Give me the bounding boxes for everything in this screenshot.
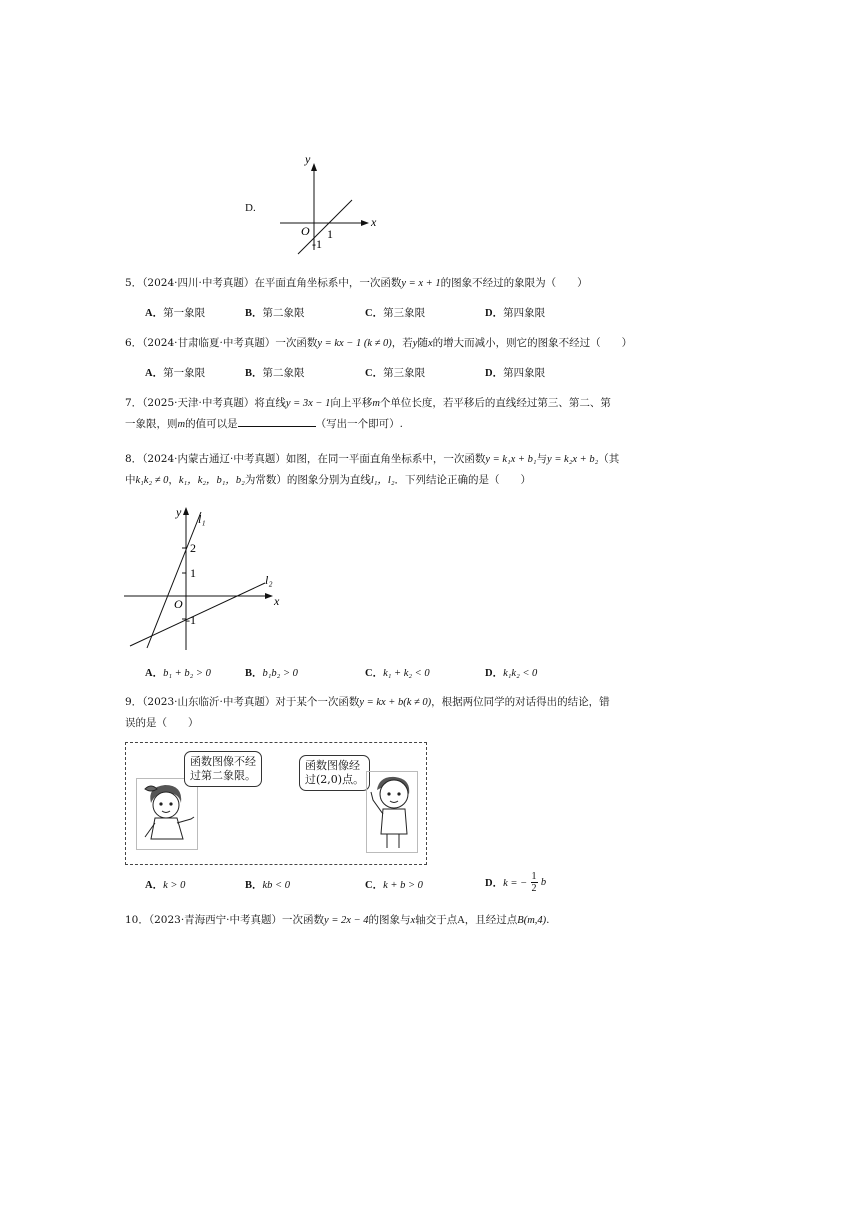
q5-text-a: 在平面直角坐标系中，一次函数 <box>254 277 402 289</box>
origin-label: O <box>174 597 183 611</box>
girl-speech-bubble <box>184 751 262 787</box>
q9-fraction-tail: b <box>540 877 547 888</box>
q5-text-b: 的图象不经过的象限为（ ） <box>440 277 588 289</box>
q6-text-d: 的增大而减小，则它的图象不经过（ ） <box>432 337 633 349</box>
q6-number: 6． <box>125 337 143 349</box>
q8-source: （2024·内蒙古通辽·中考真题） <box>142 453 286 465</box>
girl-figure <box>136 778 198 850</box>
question-8 <box>125 449 735 491</box>
q10-math: y = 2x − 4 <box>324 915 369 926</box>
q7-var-m2: m <box>177 419 186 430</box>
boy-figure <box>366 771 418 853</box>
question-5 <box>125 273 735 294</box>
q6-option-b: B．第二象限 <box>245 367 305 379</box>
q6-text-b: ，若 <box>391 337 413 349</box>
line-l1 <box>147 512 201 648</box>
q8-text-c: （其 <box>598 453 620 465</box>
q4-option-d-label: D. <box>245 202 256 214</box>
x-axis-label: x <box>371 215 377 229</box>
q7-math: y = 3x − 1 <box>285 398 331 409</box>
q8-lines: l₁，l₂ <box>370 475 395 486</box>
tick-m1-label: -1 <box>186 613 196 627</box>
q8-math-2: y = k₂x + b₂ <box>547 454 599 465</box>
q8-option-a: A．b₁ + b₂ > 0 <box>145 668 211 679</box>
question-9 <box>125 692 735 734</box>
q7-text-a: 将直线 <box>254 397 286 409</box>
q6-math: y = kx − 1 (k ≠ 0) <box>317 338 392 349</box>
q7-line2-b: 的值可以是 <box>185 418 238 430</box>
q8-option-d: D．k₁k₂ < 0 <box>485 668 538 679</box>
origin-label: O <box>301 224 310 238</box>
q9-math: y = kx + b(k ≠ 0) <box>359 697 432 708</box>
q7-text-c: 个单位长度，若平移后的直线经过第三、第二、第 <box>379 397 611 409</box>
q8-text-a: 如图，在同一平面直角坐标系中，一次函数 <box>285 453 486 465</box>
q8-math-3: k₁k₂ ≠ 0 <box>135 475 169 486</box>
q5-option-c: C．第三象限 <box>365 307 426 319</box>
q9-text-b: ，根据两位同学的对话得出的结论，错 <box>431 696 610 708</box>
q9-option-c: C．k + b > 0 <box>365 880 423 891</box>
y-axis-label: y <box>176 505 182 519</box>
q10-var-x: x <box>410 915 416 926</box>
q8-line2-d: ．下列结论正确的是（ ） <box>394 474 531 486</box>
q7-var-m: m <box>372 398 380 409</box>
q8-vars: k₁，k₂，b₁，b₂ <box>178 475 245 486</box>
bubble2-line2: 过(2,0)点。 <box>305 773 365 786</box>
question-10 <box>125 910 735 931</box>
q6-text-c: 随 <box>417 337 428 349</box>
q6-option-a: A．第一象限 <box>145 367 206 379</box>
q10-point-a: A <box>457 915 465 926</box>
q9-option-b: B．kb < 0 <box>245 880 291 891</box>
q9-source: （2023·山东临沂·中考真题） <box>142 696 276 708</box>
line-l2 <box>130 583 265 646</box>
q10-text-e: . <box>546 914 550 926</box>
q8-number: 8． <box>125 453 143 465</box>
x-axis-label: x <box>274 594 280 608</box>
q5-math: y = x + 1 <box>401 278 441 289</box>
girl-cartoon-icon <box>137 779 197 849</box>
q6-var-x: x <box>427 338 433 349</box>
question-7 <box>125 393 735 435</box>
q9-option-a: A．k > 0 <box>145 880 186 891</box>
q9-number: 9． <box>125 696 143 708</box>
q8-option-c: C．k₁ + k₂ < 0 <box>365 668 430 679</box>
q5-number: 5． <box>125 277 143 289</box>
q5-option-b: B．第二象限 <box>245 307 305 319</box>
q10-text-a: 一次函数 <box>282 914 325 926</box>
q10-point-b: B(m,4) <box>517 915 547 926</box>
y-axis-label: y <box>305 152 311 166</box>
tick-y-label: -1 <box>312 237 322 251</box>
q6-option-d: D．第四象限 <box>485 367 546 379</box>
q5-source: （2024·四川·中考真题） <box>142 277 255 289</box>
q10-text-c: 轴交于点 <box>415 914 458 926</box>
q10-text-b: 的图象与 <box>368 914 411 926</box>
bubble2-line1: 函数图像经 <box>305 759 360 772</box>
boy-speech-bubble <box>299 755 370 791</box>
q8-line2-a: 中 <box>125 474 136 486</box>
q10-source: （2023·青海西宁·中考真题） <box>148 914 283 926</box>
q7-text-b: 向上平移 <box>330 397 373 409</box>
boy-cartoon-icon <box>367 772 417 852</box>
q8-math-1: y = k₁x + b₁ <box>485 454 537 465</box>
q10-number: 10． <box>125 914 149 926</box>
q7-source: （2025·天津·中考真题） <box>142 397 255 409</box>
tick-1-label: 1 <box>190 566 196 580</box>
q7-number: 7． <box>125 397 143 409</box>
q5-option-a: A．第一象限 <box>145 307 206 319</box>
q6-source: （2024·甘肃临夏·中考真题） <box>142 337 276 349</box>
q10-text-d: ，且经过点 <box>464 914 518 926</box>
q8-text-b: 与 <box>536 453 548 465</box>
q4-option-d-graph <box>275 150 385 255</box>
bubble1-line2: 过第二象限。 <box>190 769 256 782</box>
q9-dialog-figure <box>125 742 427 865</box>
tick-2-label: 2 <box>190 541 196 555</box>
q5-option-d: D．第四象限 <box>485 307 546 319</box>
q6-text-a: 一次函数 <box>275 337 318 349</box>
tick-x-label: 1 <box>327 227 333 241</box>
q7-line2-a: 一象限，则 <box>125 418 178 430</box>
l2-label: l₂ <box>265 573 273 587</box>
q8-line2-c: 为常数）的图象分别为直线 <box>244 474 371 486</box>
q7-line2-c: （写出一个即可）. <box>315 418 403 430</box>
q9-option-d: D．k = − $\frac{1}{2}$ b <box>485 871 547 894</box>
q9-text-a: 对于某个一次函数 <box>275 696 360 708</box>
bubble1-line1: 函数图像不经 <box>190 755 256 768</box>
q9-line2: 误的是（ ） <box>125 717 199 729</box>
q8-line2-b: ， <box>168 474 179 486</box>
q6-option-c: C．第三象限 <box>365 367 426 379</box>
l1-label: l₁ <box>198 512 206 526</box>
q8-graph <box>120 500 285 655</box>
q7-answer-blank[interactable] <box>238 414 316 427</box>
q6-var-y: y <box>412 338 418 349</box>
q8-option-b: B．b₁b₂ > 0 <box>245 668 298 679</box>
q9-fraction: $\frac{1}{2}$ <box>531 871 537 894</box>
question-6 <box>125 333 735 354</box>
